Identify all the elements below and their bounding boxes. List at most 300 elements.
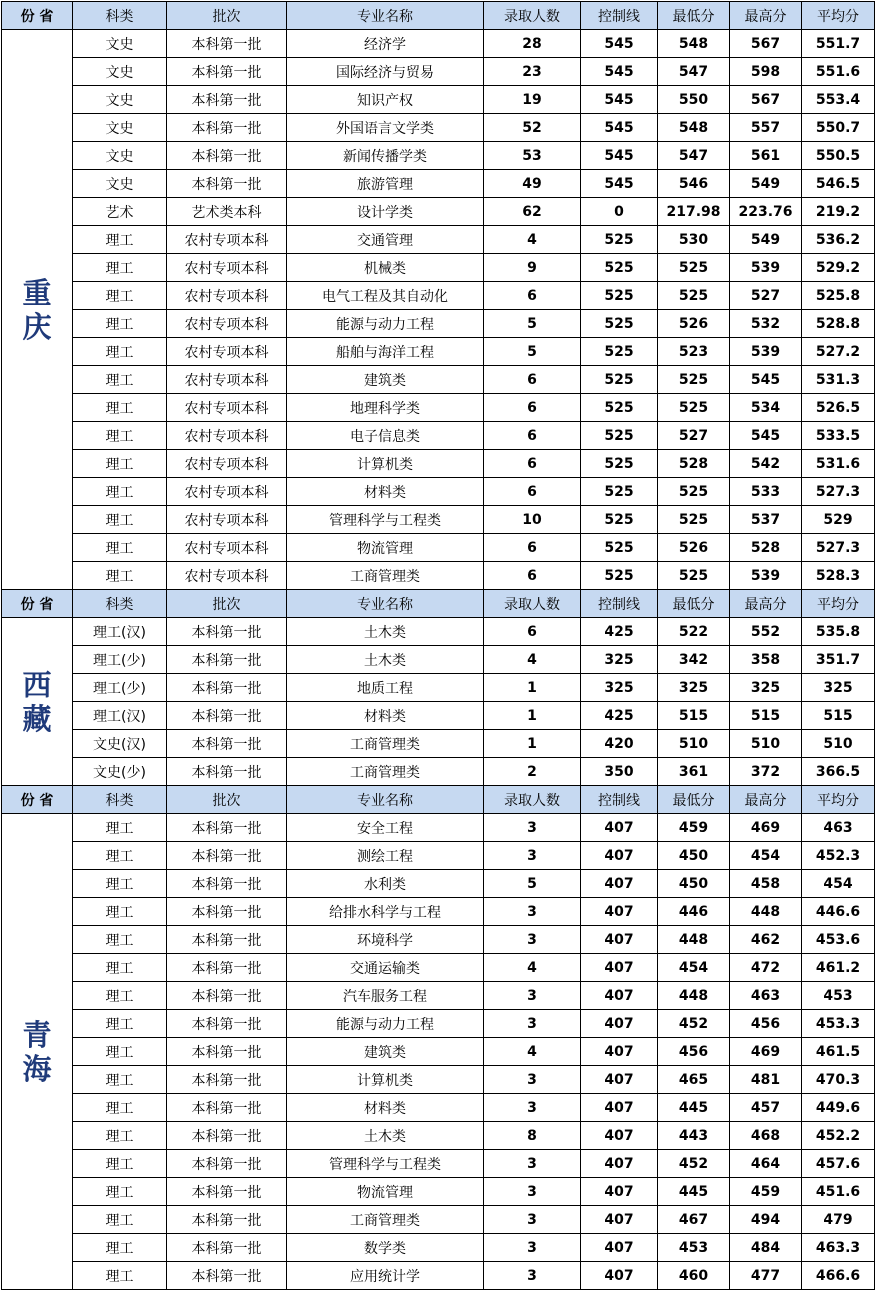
table-cell: 3	[484, 1234, 581, 1262]
table-cell: 交通管理	[287, 226, 484, 254]
table-cell: 49	[484, 170, 581, 198]
table-cell: 542	[730, 450, 802, 478]
table-cell: 3	[484, 982, 581, 1010]
table-cell: 567	[730, 30, 802, 58]
table-cell: 农村专项本科	[167, 254, 287, 282]
table-cell: 452.3	[802, 842, 875, 870]
table-cell: 本科第一批	[167, 142, 287, 170]
table-row	[2, 198, 875, 226]
column-header: 专业名称	[287, 590, 484, 618]
table-cell: 本科第一批	[167, 1122, 287, 1150]
table-cell: 361	[658, 758, 730, 786]
table-cell: 本科第一批	[167, 1066, 287, 1094]
table-cell: 526	[658, 310, 730, 338]
table-cell: 550	[658, 86, 730, 114]
table-cell: 481	[730, 1066, 802, 1094]
column-header: 平均分	[802, 590, 875, 618]
table-cell: 465	[658, 1066, 730, 1094]
table-cell: 本科第一批	[167, 1178, 287, 1206]
table-cell: 机械类	[287, 254, 484, 282]
table-cell: 4	[484, 1038, 581, 1066]
table-cell: 工商管理类	[287, 1206, 484, 1234]
table-row	[2, 1038, 875, 1066]
table-cell: 551.6	[802, 58, 875, 86]
table-row	[2, 926, 875, 954]
table-cell: 448	[658, 926, 730, 954]
table-row	[2, 30, 875, 58]
table-cell: 525	[581, 422, 658, 450]
table-cell: 525.8	[802, 282, 875, 310]
table-cell: 23	[484, 58, 581, 86]
table-cell: 451.6	[802, 1178, 875, 1206]
table-cell: 电气工程及其自动化	[287, 282, 484, 310]
table-cell: 366.5	[802, 758, 875, 786]
table-cell: 理工	[73, 1178, 167, 1206]
table-cell: 548	[658, 30, 730, 58]
table-cell: 28	[484, 30, 581, 58]
table-cell: 5	[484, 870, 581, 898]
table-cell: 6	[484, 618, 581, 646]
column-header: 专业名称	[287, 2, 484, 30]
table-cell: 450	[658, 870, 730, 898]
table-cell: 453	[658, 1234, 730, 1262]
table-cell: 446	[658, 898, 730, 926]
table-cell: 548	[658, 114, 730, 142]
table-cell: 理工	[73, 1094, 167, 1122]
table-cell: 5	[484, 338, 581, 366]
table-cell: 453	[802, 982, 875, 1010]
table-cell: 449.6	[802, 1094, 875, 1122]
table-cell: 461.5	[802, 1038, 875, 1066]
table-cell: 理工	[73, 870, 167, 898]
table-cell: 549	[730, 170, 802, 198]
table-cell: 454	[730, 842, 802, 870]
table-cell: 452	[658, 1010, 730, 1038]
table-cell: 本科第一批	[167, 1206, 287, 1234]
table-cell: 文史	[73, 170, 167, 198]
table-cell: 407	[581, 926, 658, 954]
table-cell: 525	[658, 254, 730, 282]
header-row	[2, 2, 875, 30]
table-cell: 农村专项本科	[167, 562, 287, 590]
table-cell: 给排水科学与工程	[287, 898, 484, 926]
table-cell: 407	[581, 1094, 658, 1122]
table-cell: 479	[802, 1206, 875, 1234]
header-row	[2, 590, 875, 618]
table-cell: 3	[484, 842, 581, 870]
table-cell: 文史	[73, 142, 167, 170]
table-cell: 汽车服务工程	[287, 982, 484, 1010]
table-row	[2, 982, 875, 1010]
table-cell: 62	[484, 198, 581, 226]
table-cell: 453.3	[802, 1010, 875, 1038]
table-cell: 407	[581, 1262, 658, 1290]
table-cell: 建筑类	[287, 366, 484, 394]
table-cell: 463	[802, 814, 875, 842]
table-cell: 407	[581, 1010, 658, 1038]
table-cell: 本科第一批	[167, 758, 287, 786]
table-cell: 52	[484, 114, 581, 142]
table-cell: 546.5	[802, 170, 875, 198]
table-cell: 农村专项本科	[167, 338, 287, 366]
table-cell: 598	[730, 58, 802, 86]
table-cell: 530	[658, 226, 730, 254]
table-cell: 407	[581, 982, 658, 1010]
table-cell: 理工	[73, 1010, 167, 1038]
table-cell: 546	[658, 170, 730, 198]
column-header: 专业名称	[287, 786, 484, 814]
table-cell: 425	[581, 618, 658, 646]
table-cell: 527.2	[802, 338, 875, 366]
table-cell: 454	[658, 954, 730, 982]
column-header: 最低分	[658, 786, 730, 814]
table-cell: 525	[581, 366, 658, 394]
table-cell: 10	[484, 506, 581, 534]
table-cell: 建筑类	[287, 1038, 484, 1066]
table-cell: 535.8	[802, 618, 875, 646]
table-cell: 342	[658, 646, 730, 674]
table-cell: 8	[484, 1122, 581, 1150]
table-cell: 6	[484, 366, 581, 394]
table-cell: 本科第一批	[167, 1094, 287, 1122]
table-row	[2, 254, 875, 282]
table-cell: 510	[730, 730, 802, 758]
table-cell: 219.2	[802, 198, 875, 226]
table-cell: 本科第一批	[167, 954, 287, 982]
column-header: 科类	[73, 2, 167, 30]
table-cell: 国际经济与贸易	[287, 58, 484, 86]
table-cell: 材料类	[287, 1094, 484, 1122]
table-cell: 545	[581, 114, 658, 142]
table-cell: 经济学	[287, 30, 484, 58]
table-cell: 理工	[73, 1066, 167, 1094]
table-cell: 文史(少)	[73, 758, 167, 786]
table-cell: 9	[484, 254, 581, 282]
table-cell: 549	[730, 226, 802, 254]
table-cell: 454	[802, 870, 875, 898]
table-cell: 土木类	[287, 646, 484, 674]
table-cell: 537	[730, 506, 802, 534]
table-cell: 463	[730, 982, 802, 1010]
table-row	[2, 1150, 875, 1178]
table-cell: 旅游管理	[287, 170, 484, 198]
table-cell: 533	[730, 478, 802, 506]
table-row	[2, 674, 875, 702]
table-row	[2, 618, 875, 646]
table-cell: 本科第一批	[167, 814, 287, 842]
table-cell: 452.2	[802, 1122, 875, 1150]
table-cell: 525	[581, 282, 658, 310]
column-header: 最高分	[730, 2, 802, 30]
table-cell: 547	[658, 58, 730, 86]
table-cell: 农村专项本科	[167, 366, 287, 394]
table-cell: 理工	[73, 534, 167, 562]
table-cell: 526.5	[802, 394, 875, 422]
province-label	[2, 814, 73, 1290]
table-row	[2, 870, 875, 898]
table-cell: 528.8	[802, 310, 875, 338]
table-row	[2, 478, 875, 506]
table-cell: 6	[484, 478, 581, 506]
table-cell: 358	[730, 646, 802, 674]
table-cell: 知识产权	[287, 86, 484, 114]
table-cell: 理工	[73, 1038, 167, 1066]
table-cell: 管理科学与工程类	[287, 506, 484, 534]
table-cell: 528	[658, 450, 730, 478]
column-header: 科类	[73, 590, 167, 618]
table-cell: 445	[658, 1094, 730, 1122]
table-cell: 533.5	[802, 422, 875, 450]
column-header: 份 省	[2, 590, 73, 618]
table-cell: 测绘工程	[287, 842, 484, 870]
table-cell: 522	[658, 618, 730, 646]
table-row	[2, 534, 875, 562]
table-cell: 19	[484, 86, 581, 114]
table-cell: 物流管理	[287, 534, 484, 562]
table-cell: 448	[730, 898, 802, 926]
table-cell: 453.6	[802, 926, 875, 954]
table-cell: 466.6	[802, 1262, 875, 1290]
table-cell: 理工	[73, 814, 167, 842]
table-row	[2, 338, 875, 366]
province-label	[2, 30, 73, 590]
table-cell: 理工	[73, 338, 167, 366]
table-cell: 6	[484, 422, 581, 450]
table-cell: 550.5	[802, 142, 875, 170]
table-cell: 地质工程	[287, 674, 484, 702]
table-cell: 525	[658, 506, 730, 534]
table-cell: 6	[484, 394, 581, 422]
table-cell: 物流管理	[287, 1178, 484, 1206]
column-header: 录取人数	[484, 590, 581, 618]
table-cell: 529	[802, 506, 875, 534]
table-row	[2, 1178, 875, 1206]
table-cell: 1	[484, 730, 581, 758]
table-cell: 325	[658, 674, 730, 702]
table-cell: 525	[581, 338, 658, 366]
table-cell: 545	[581, 30, 658, 58]
column-header: 批次	[167, 2, 287, 30]
table-cell: 526	[658, 534, 730, 562]
table-cell: 545	[730, 422, 802, 450]
table-row	[2, 170, 875, 198]
table-cell: 531.3	[802, 366, 875, 394]
table-cell: 527	[730, 282, 802, 310]
table-cell: 交通运输类	[287, 954, 484, 982]
table-cell: 理工	[73, 1122, 167, 1150]
table-cell: 217.98	[658, 198, 730, 226]
table-row	[2, 702, 875, 730]
column-header: 份 省	[2, 786, 73, 814]
table-row	[2, 1122, 875, 1150]
table-cell: 467	[658, 1206, 730, 1234]
table-cell: 407	[581, 954, 658, 982]
table-cell: 文史	[73, 58, 167, 86]
table-cell: 3	[484, 1010, 581, 1038]
table-cell: 525	[581, 254, 658, 282]
table-cell: 456	[658, 1038, 730, 1066]
table-cell: 本科第一批	[167, 702, 287, 730]
table-cell: 529.2	[802, 254, 875, 282]
table-cell: 4	[484, 954, 581, 982]
table-row	[2, 1206, 875, 1234]
table-cell: 本科第一批	[167, 114, 287, 142]
table-cell: 550.7	[802, 114, 875, 142]
table-cell: 本科第一批	[167, 926, 287, 954]
table-row	[2, 562, 875, 590]
table-cell: 3	[484, 1178, 581, 1206]
table-row	[2, 842, 875, 870]
table-cell: 理工	[73, 366, 167, 394]
table-cell: 561	[730, 142, 802, 170]
table-cell: 理工	[73, 1206, 167, 1234]
table-cell: 理工	[73, 282, 167, 310]
table-cell: 本科第一批	[167, 1234, 287, 1262]
admission-scores-table	[1, 1, 875, 1290]
table-cell: 223.76	[730, 198, 802, 226]
province-name: 青海	[22, 1017, 52, 1086]
table-row	[2, 142, 875, 170]
table-cell: 材料类	[287, 702, 484, 730]
column-header: 录取人数	[484, 2, 581, 30]
table-cell: 理工(汉)	[73, 618, 167, 646]
table-cell: 350	[581, 758, 658, 786]
table-cell: 船舶与海洋工程	[287, 338, 484, 366]
table-cell: 6	[484, 282, 581, 310]
table-cell: 管理科学与工程类	[287, 1150, 484, 1178]
table-cell: 523	[658, 338, 730, 366]
table-cell: 工商管理类	[287, 562, 484, 590]
table-cell: 理工(少)	[73, 674, 167, 702]
table-cell: 407	[581, 1066, 658, 1094]
column-header: 录取人数	[484, 786, 581, 814]
table-cell: 6	[484, 534, 581, 562]
table-cell: 448	[658, 982, 730, 1010]
table-cell: 6	[484, 450, 581, 478]
table-cell: 528	[730, 534, 802, 562]
column-header: 最低分	[658, 590, 730, 618]
table-cell: 3	[484, 814, 581, 842]
table-cell: 407	[581, 1206, 658, 1234]
table-cell: 6	[484, 562, 581, 590]
column-header: 平均分	[802, 2, 875, 30]
table-cell: 农村专项本科	[167, 226, 287, 254]
table-cell: 计算机类	[287, 1066, 484, 1094]
column-header: 控制线	[581, 786, 658, 814]
table-cell: 325	[581, 674, 658, 702]
table-cell: 3	[484, 1206, 581, 1234]
table-cell: 农村专项本科	[167, 450, 287, 478]
table-cell: 477	[730, 1262, 802, 1290]
table-cell: 本科第一批	[167, 674, 287, 702]
table-cell: 459	[730, 1178, 802, 1206]
table-cell: 本科第一批	[167, 1150, 287, 1178]
table-cell: 461.2	[802, 954, 875, 982]
table-cell: 407	[581, 1122, 658, 1150]
table-cell: 469	[730, 1038, 802, 1066]
table-cell: 理工	[73, 1262, 167, 1290]
table-cell: 艺术类本科	[167, 198, 287, 226]
table-row	[2, 422, 875, 450]
table-cell: 525	[581, 562, 658, 590]
table-cell: 农村专项本科	[167, 478, 287, 506]
table-cell: 土木类	[287, 618, 484, 646]
table-cell: 407	[581, 1178, 658, 1206]
table-cell: 应用统计学	[287, 1262, 484, 1290]
table-row	[2, 58, 875, 86]
table-cell: 文史	[73, 114, 167, 142]
table-cell: 本科第一批	[167, 842, 287, 870]
table-cell: 557	[730, 114, 802, 142]
table-cell: 2	[484, 758, 581, 786]
table-cell: 407	[581, 1150, 658, 1178]
table-cell: 理工(少)	[73, 646, 167, 674]
table-cell: 407	[581, 1234, 658, 1262]
table-cell: 文史	[73, 86, 167, 114]
table-cell: 525	[658, 562, 730, 590]
table-cell: 本科第一批	[167, 898, 287, 926]
table-cell: 本科第一批	[167, 30, 287, 58]
table-row	[2, 1262, 875, 1290]
table-cell: 372	[730, 758, 802, 786]
table-cell: 545	[581, 58, 658, 86]
column-header: 最高分	[730, 786, 802, 814]
table-row	[2, 1066, 875, 1094]
table-cell: 469	[730, 814, 802, 842]
table-cell: 安全工程	[287, 814, 484, 842]
table-cell: 3	[484, 898, 581, 926]
table-cell: 本科第一批	[167, 646, 287, 674]
table-cell: 理工	[73, 422, 167, 450]
table-cell: 材料类	[287, 478, 484, 506]
table-cell: 理工	[73, 506, 167, 534]
table-cell: 525	[658, 366, 730, 394]
table-row	[2, 646, 875, 674]
table-cell: 3	[484, 1094, 581, 1122]
table-cell: 407	[581, 842, 658, 870]
table-cell: 农村专项本科	[167, 394, 287, 422]
table-cell: 552	[730, 618, 802, 646]
table-cell: 水利类	[287, 870, 484, 898]
table-cell: 525	[581, 226, 658, 254]
table-cell: 470.3	[802, 1066, 875, 1094]
table-cell: 理工	[73, 310, 167, 338]
table-cell: 理工	[73, 954, 167, 982]
table-cell: 325	[730, 674, 802, 702]
table-cell: 土木类	[287, 1122, 484, 1150]
header-row	[2, 786, 875, 814]
table-cell: 450	[658, 842, 730, 870]
table-cell: 463.3	[802, 1234, 875, 1262]
column-header: 批次	[167, 590, 287, 618]
table-cell: 3	[484, 926, 581, 954]
table-cell: 457.6	[802, 1150, 875, 1178]
table-row	[2, 86, 875, 114]
table-cell: 本科第一批	[167, 982, 287, 1010]
table-cell: 525	[658, 478, 730, 506]
province-label	[2, 618, 73, 786]
table-cell: 地理科学类	[287, 394, 484, 422]
column-header: 控制线	[581, 2, 658, 30]
table-cell: 407	[581, 870, 658, 898]
table-cell: 数学类	[287, 1234, 484, 1262]
table-cell: 539	[730, 562, 802, 590]
table-cell: 理工	[73, 478, 167, 506]
table-cell: 527.3	[802, 534, 875, 562]
table-cell: 3	[484, 1150, 581, 1178]
table-cell: 528.3	[802, 562, 875, 590]
table-cell: 本科第一批	[167, 58, 287, 86]
